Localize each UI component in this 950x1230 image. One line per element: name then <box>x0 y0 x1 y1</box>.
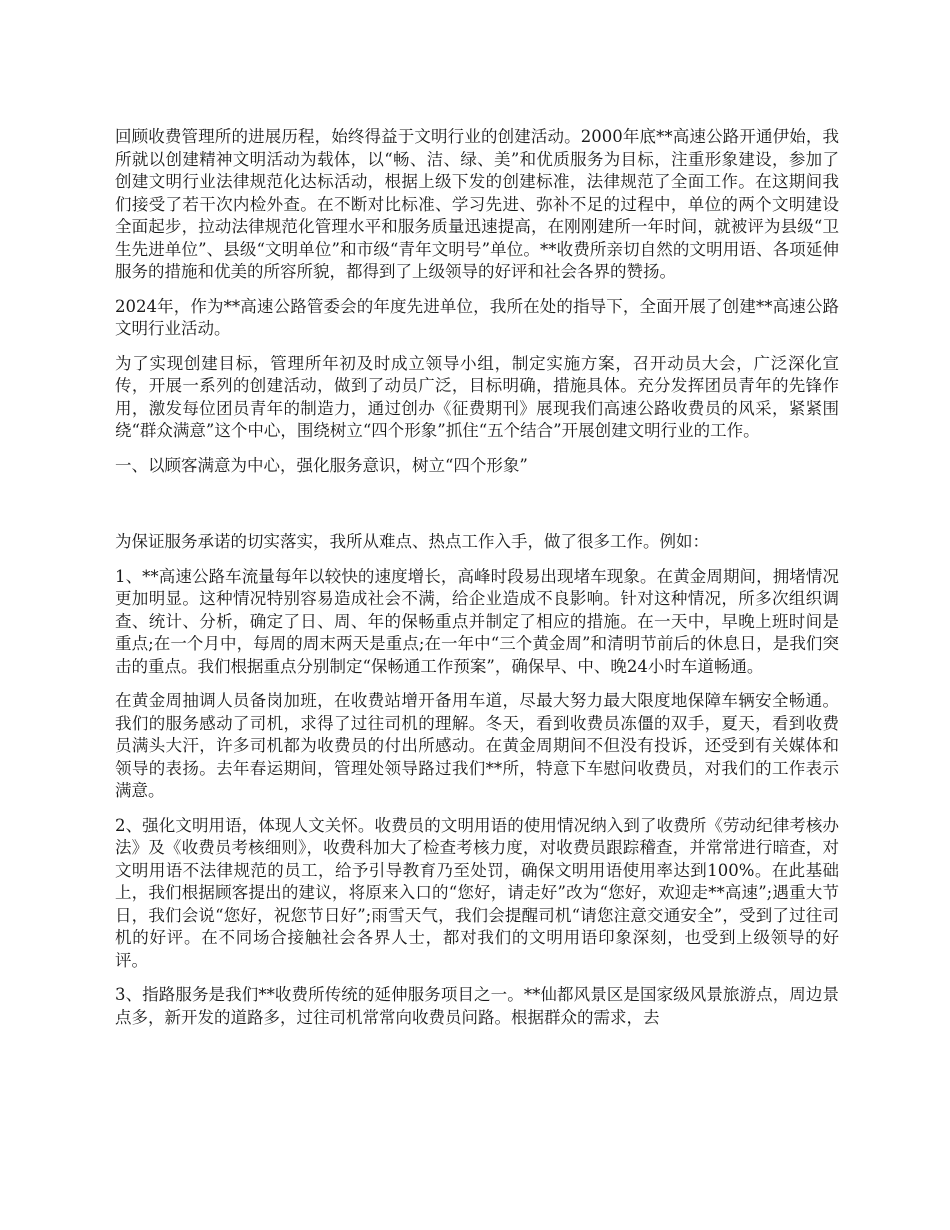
paragraph-golden-week: 在黄金周抽调人员备岗加班，在收费站增开备用车道，尽最大努力最大限度地保障车辆安全畅通。我们的服务感动了司机，求得了过往司机的理解。冬天，看到收费员冻僵的双手，夏天，看到收费员满头大汗，许多司机都为收费员的付出所感动。在黄金周期间不但没有投诉，还受到有关媒体和领导的表扬。去年春运期间，管理处领导路过我们**所，特意下车慰问收费员，对我们的工作表示满意。 <box>115 691 839 800</box>
paragraph-2024: 2024年，作为**高速公路管委会的年度先进单位，我所在处的指导下，全面开展了创建**高速公路文明行业活动。 <box>115 296 839 338</box>
paragraph-item-3: 3、指路服务是我们**收费所传统的延伸服务项目之一。**仙都风景区是国家级风景旅游点，周边景点多，新开发的道路多，过往司机常常向收费员问路。根据群众的需求，去 <box>115 985 839 1027</box>
paragraph-item-1: 1、**高速公路车流量每年以较快的速度增长，高峰时段易出现堵车现象。在黄金周期间，拥堵情况更加明显。这种情况特别容易造成社会不满，给企业造成不良影响。针对这种情况，所多次组织调查、统计、分析，确定了日、周、年的保畅重点并制定了相应的措施。在一天中，早晚上班时间是重点;在一个月中，每周的周末两天是重点;在一年中“三个黄金周”和清明节前后的休息日，是我们突击的重点。我们根据重点分别制定“保畅通工作预案”，确保早、中、晚24小时车道畅通。 <box>115 566 839 676</box>
paragraph-goals: 为了实现创建目标，管理所年初及时成立领导小组，制定实施方案，召开动员大会，广泛深化宣传，开展一系列的创建活动，做到了动员广泛，目标明确，措施具体。充分发挥团员青年的先锋作用，激发每位团员青年的制造力，通过创办《征费期刊》展现我们高速公路收费员的风采，紧紧围绕“群众满意”这个中心，围绕树立“四个形象”抓住“五个结合”开展创建文明行业的工作。 <box>115 353 839 440</box>
document-page <box>115 126 839 1041</box>
paragraph-item-2: 2、强化文明用语，体现人文关怀。收费员的文明用语的使用情况纳入到了收费所《劳动纪律考核办法》及《收费员考核细则》，收费科加大了检查考核力度，对收费员跟踪稽查，并常常进行暗查，对文明用语不法律规范的员工，给予引导教育乃至处罚，确保文明用语使用率达到100%。在此基础上，我们根据顾客提出的建议，将原来入口的“您好，请走好”改为“您好，欢迎走**高速”;遇重大节日，我们会说“您好，祝您节日好”;雨雪天气，我们会提醒司机“请您注意交通安全”，受到了过往司机的好评。在不同场合接触社会各界人士，都对我们的文明用语印象深刻，也受到上级领导的好评。 <box>115 815 839 970</box>
paragraph-history: 回顾收费管理所的进展历程，始终得益于文明行业的创建活动。2000年底**高速公路开通伊始，我所就以创建精神文明活动为载体，以“畅、洁、绿、美”和优质服务为目标，注重形象建设，参加了创建文明行业法律规范化达标活动，根据上级下发的创建标准，法律规范了全面工作。在这期间我们接受了若干次内检外查。在不断对比标准、学习先进、弥补不足的过程中，单位的两个文明建设全面起步，拉动法律规范化管理水平和服务质量迅速提高，在刚刚建所一年时间，就被评为县级“卫生先进单位”、县级“文明单位”和市级“青年文明号”单位。**收费所亲切自然的文明用语、各项延伸服务的措施和优美的所容所貌，都得到了上级领导的好评和社会各界的赞扬。 <box>115 127 839 281</box>
paragraph-intro: 为保证服务承诺的切实落实，我所从难点、热点工作入手，做了很多工作。例如： <box>115 532 709 551</box>
section-heading-one: 一、以顾客满意为中心，强化服务意识，树立“四个形象” <box>115 455 528 475</box>
